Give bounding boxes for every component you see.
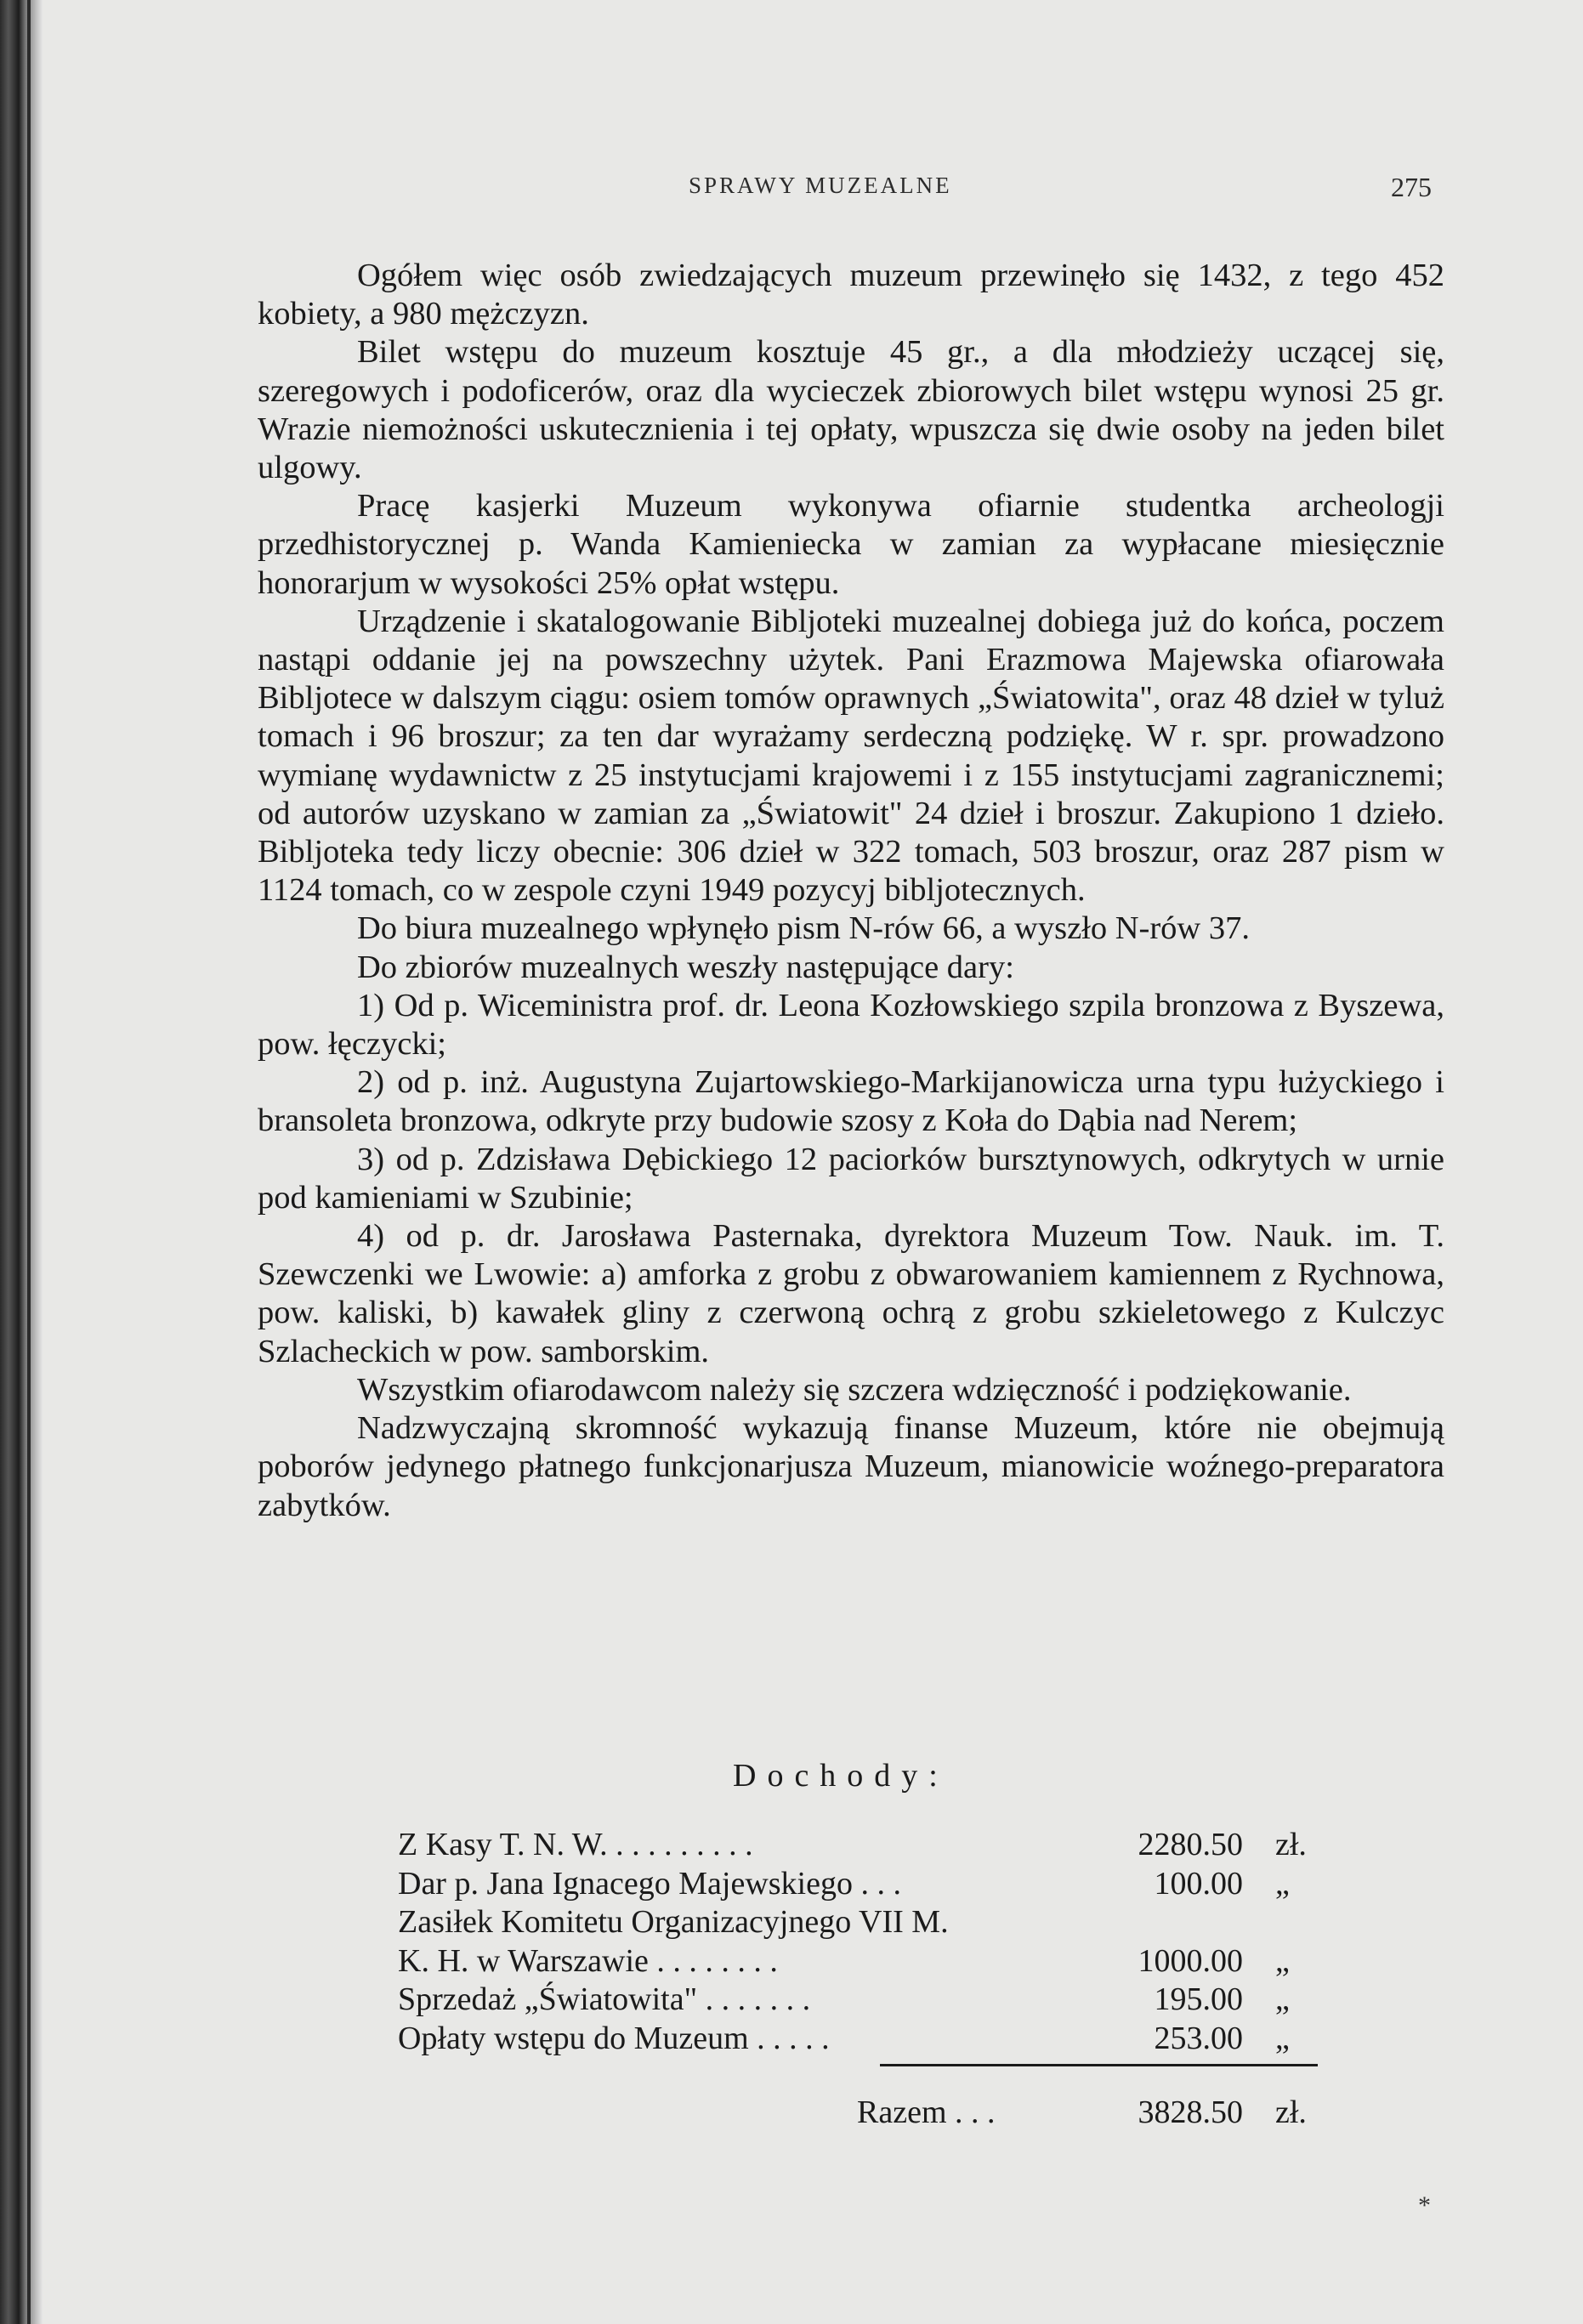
- book-spine: [0, 0, 43, 2324]
- income-label: Dar p. Jana Ignacego Majewskiego . . .: [398, 1865, 901, 1902]
- income-table: [398, 1826, 1316, 2058]
- income-label: Sprzedaż „Światowita" . . . . . . .: [398, 1981, 811, 2017]
- gift-item-4: 4) od p. dr. Jarosława Pasternaka, dyrektora Muzeum Tow. Nauk. im. T. Szewczenki we Lwowie: a) amforka z grobu z obwarowaniem kamiennem z Rychnowa, pow. kaliski, b) kawałek gliny z czerwoną ochrą z grobu szkieletowego z Kulczyc Szlacheckich w pow. samborskim.: [258, 1218, 1444, 1369]
- income-label: Zasiłek Komitetu Organizacyjnego VII M.: [398, 1904, 949, 1940]
- income-unit: „: [1275, 1942, 1290, 1979]
- paragraph-finances: Nadzwyczajną skromność wykazują finanse Muzeum, które nie obejmują poborów jedynego płatnego funkcjonarjusza Muzeum, mianowicie woźnego-preparatora zabytków.: [258, 1410, 1444, 1523]
- gift-item-2: 2) od p. inż. Augustyna Zujartowskiego-Markijanowicza urna typu łużyckiego i bransoleta bronzowa, odkryte przy budowie szosy z Koła do Dąbia nad Nerem;: [258, 1064, 1444, 1139]
- paragraph-cashier: Pracę kasjerki Muzeum wykonywa ofiarnie studentka archeologji przedhistorycznej p. Wanda Kamieniecka w zamian za wypłacane miesięcznie honorarjum w wysokości 25% opłat wstępu.: [258, 488, 1444, 601]
- income-row: [398, 1942, 1316, 1981]
- income-amount: 100.00: [1154, 1865, 1243, 1902]
- paragraph-office: Do biura muzealnego wpłynęło pism N-rów 66, a wyszło N-rów 37.: [357, 910, 1250, 947]
- total-unit: zł.: [1275, 2094, 1307, 2130]
- sum-rule: [880, 2064, 1318, 2066]
- page-number: 275: [1391, 172, 1432, 202]
- income-unit: „: [1275, 1981, 1290, 2017]
- total-amount: 3828.50: [1138, 2094, 1243, 2130]
- income-row: [398, 2020, 1316, 2059]
- gift-item-1: 1) Od p. Wiceministra prof. dr. Leona Kozłowskiego szpila bronzowa z Byszewa, pow. łęczycki;: [258, 987, 1444, 1063]
- income-label: Z Kasy T. N. W. . . . . . . . . .: [398, 1827, 753, 1862]
- running-header: SPRAWY MUZEALNE: [689, 173, 952, 198]
- income-label: K. H. w Warszawie . . . . . . . .: [398, 1942, 778, 1979]
- total-label: Razem . . .: [857, 2094, 996, 2130]
- paragraph-library: Urządzenie i skatalogowanie Bibljoteki muzealnej dobiega już do końca, poczem nastąpi oddanie jej na powszechny użytek. Pani Erazmowa Majewska ofiarowała Bibljotece w dalszym ciągu: osiem tomów oprawnych „Światowita", oraz 48 dzieł w tyluż tomach i 96 broszur; za ten dar wyrażamy serdeczną podziękę. W r. spr. prowadzono wymianę wydawnictw z 25 instytucjami krajowemi i z 155 instytucjami zagranicznemi; od autorów uzyskano w zamian za „Światowit" 24 dzieł i broszur. Zakupiono 1 dzieło. Bibljoteka tedy liczy obecnie: 306 dzieł w 322 tomach, 503 broszur, oraz 287 pism w 1124 tomach, co w zespole czyni 1949 pozycyj bibljotecznych.: [258, 603, 1444, 909]
- income-label: Opłaty wstępu do Muzeum . . . . .: [398, 2020, 830, 2056]
- income-unit: „: [1275, 2020, 1290, 2056]
- asterisk-mark: *: [1418, 2191, 1431, 2219]
- income-unit: zł.: [1275, 1827, 1307, 1862]
- body-text: [258, 257, 1444, 1525]
- paragraph-thanks: Wszystkim ofiarodawcom należy się szczera wdzięczność i podziękowanie.: [357, 1371, 1352, 1408]
- income-row: [398, 1903, 1316, 1942]
- paragraph-tickets: Bilet wstępu do muzeum kosztuje 45 gr., a dla młodzieży uczącej się, szeregowych i podoficerów, oraz dla wycieczek zbiorowych bilet wstępu wynosi 25 gr. Wrazie niemożności uskutecznienia i tej opłaty, wpuszcza się dwie osoby na jeden bilet ulgowy.: [258, 334, 1444, 486]
- income-row: [398, 1865, 1316, 1904]
- income-amount: 195.00: [1154, 1981, 1243, 2017]
- income-amount: 2280.50: [1138, 1827, 1243, 1862]
- gift-item-3: 3) od p. Zdzisława Dębickiego 12 paciorków bursztynowych, odkrytych w urnie pod kamieniami w Szubinie;: [258, 1141, 1444, 1216]
- income-row: [398, 1981, 1316, 2020]
- income-unit: „: [1275, 1865, 1290, 1902]
- total-row: [398, 2093, 1316, 2132]
- spine-edge: [27, 0, 31, 2324]
- income-row: [398, 1826, 1316, 1865]
- income-amount: 1000.00: [1138, 1942, 1243, 1979]
- paragraph-visitors: Ogółem więc osób zwiedzających muzeum przewinęło się 1432, z tego 452 kobiety, a 980 mężczyzn.: [258, 258, 1444, 332]
- income-amount: 253.00: [1154, 2020, 1243, 2056]
- income-heading: Dochody:: [733, 1758, 949, 1794]
- paragraph-gifts-intro: Do zbiorów muzealnych weszły następujące dary:: [357, 949, 1014, 985]
